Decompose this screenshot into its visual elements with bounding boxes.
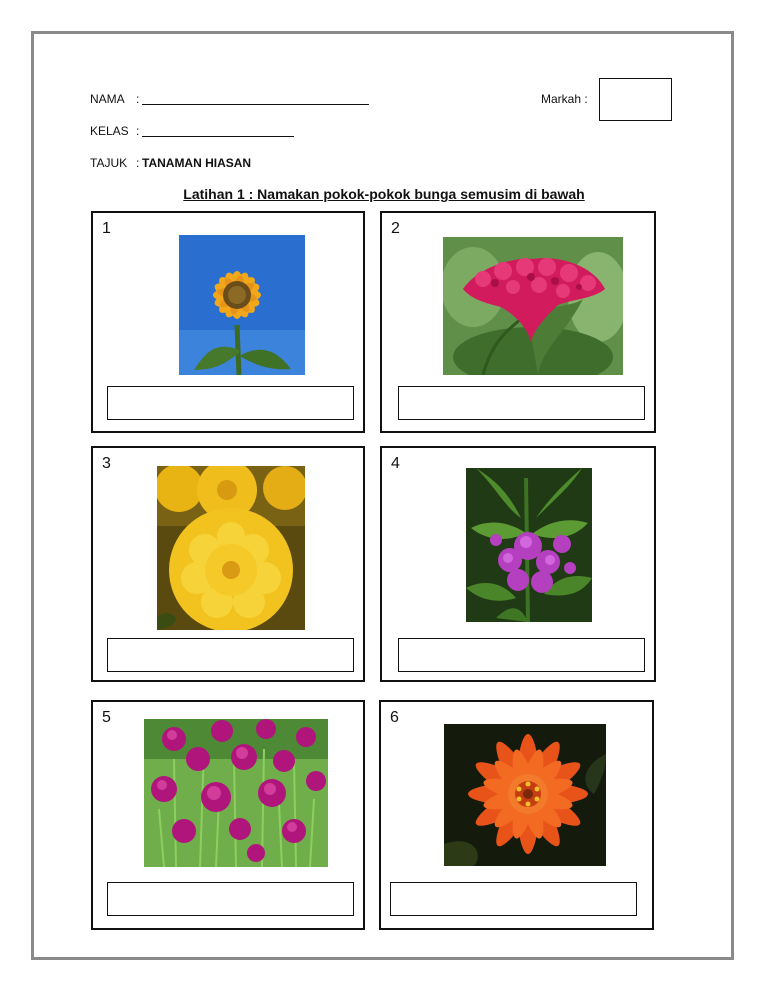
nama-field-row xyxy=(90,92,390,110)
marigold-icon xyxy=(157,466,305,630)
nama-label: NAMA xyxy=(90,92,125,106)
card-number: 2 xyxy=(391,220,400,237)
tajuk-colon: : xyxy=(136,156,140,170)
markah-label: Markah : xyxy=(541,92,588,106)
flower-card-4 xyxy=(380,446,656,682)
zinnia-icon xyxy=(444,724,606,866)
flower-card-5 xyxy=(91,700,365,930)
balsam-icon xyxy=(466,468,592,622)
answer-box-6[interactable] xyxy=(390,882,637,916)
flower-card-6 xyxy=(379,700,654,930)
kelas-label: KELAS xyxy=(90,124,129,138)
card-number: 4 xyxy=(391,455,400,472)
flower-card-1 xyxy=(91,211,365,433)
card-number: 1 xyxy=(102,220,111,237)
nama-input-line[interactable] xyxy=(142,104,369,105)
card-number: 6 xyxy=(390,709,399,726)
answer-box-3[interactable] xyxy=(107,638,354,672)
flower-card-2 xyxy=(380,211,656,433)
zinnia-photo xyxy=(444,724,606,866)
answer-box-5[interactable] xyxy=(107,882,354,916)
sunflower-icon xyxy=(179,235,305,375)
nama-colon: : xyxy=(136,92,140,106)
celosia-photo xyxy=(443,237,623,375)
kelas-colon: : xyxy=(136,124,140,138)
markah-box[interactable] xyxy=(599,78,672,121)
instruction-title: Latihan 1 : Namakan pokok-pokok bunga semusim di bawah xyxy=(183,186,585,202)
globe-amaranth-icon xyxy=(144,719,328,867)
answer-box-2[interactable] xyxy=(398,386,645,420)
card-number: 3 xyxy=(102,455,111,472)
answer-box-4[interactable] xyxy=(398,638,645,672)
kelas-input-line[interactable] xyxy=(142,136,294,137)
balsam-photo xyxy=(466,468,592,622)
sunflower-photo xyxy=(179,235,305,375)
tajuk-field-row xyxy=(90,156,390,174)
marigold-photo xyxy=(157,466,305,630)
card-number: 5 xyxy=(102,709,111,726)
tajuk-value: TANAMAN HIASAN xyxy=(142,156,252,170)
celosia-icon xyxy=(443,237,623,375)
kelas-field-row xyxy=(90,124,390,142)
tajuk-label: TAJUK xyxy=(90,156,128,170)
flower-card-3 xyxy=(91,446,365,682)
globe-amaranth-photo xyxy=(144,719,328,867)
answer-box-1[interactable] xyxy=(107,386,354,420)
